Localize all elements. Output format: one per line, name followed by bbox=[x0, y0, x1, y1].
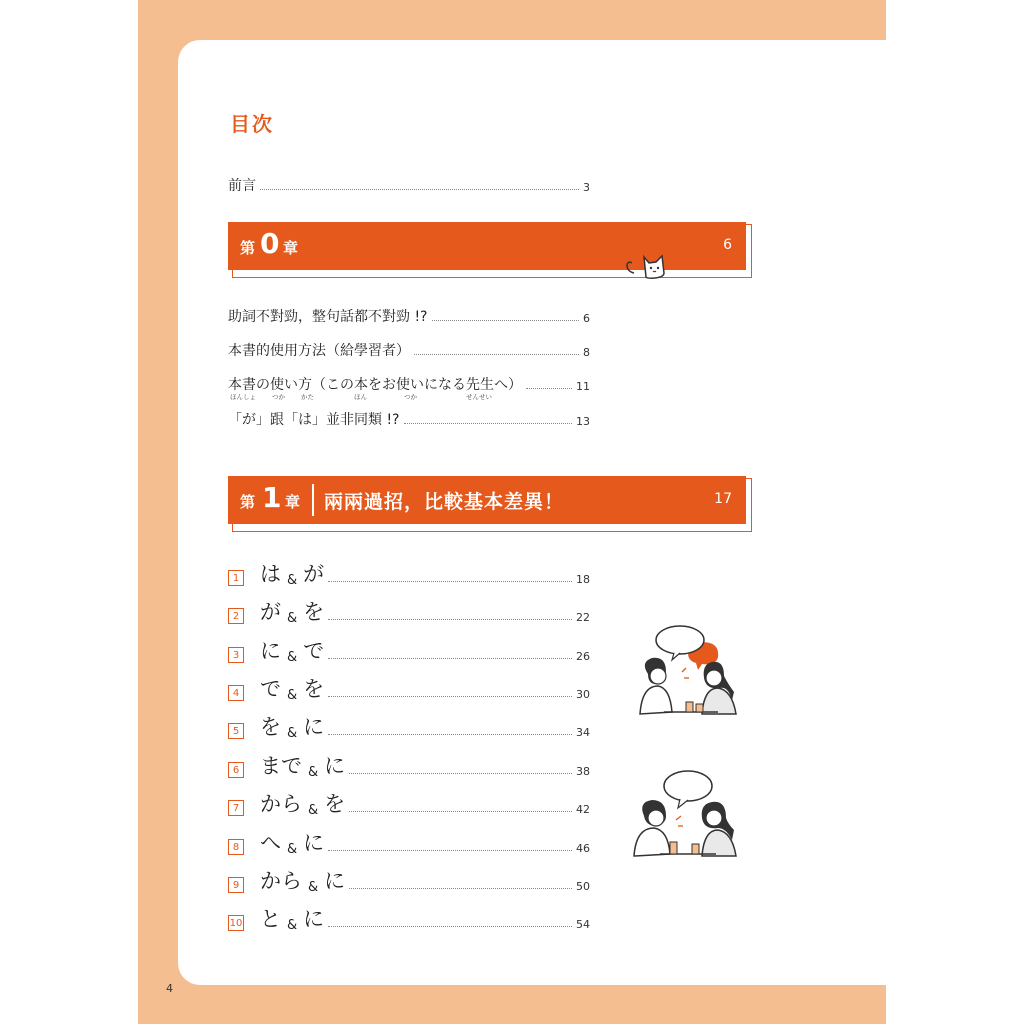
lesson-page: 38 bbox=[576, 765, 590, 778]
dot-leader bbox=[349, 773, 572, 774]
lesson-page: 34 bbox=[576, 726, 590, 739]
dot-leader bbox=[526, 388, 572, 389]
ampersand: & bbox=[287, 688, 298, 703]
lesson-page: 50 bbox=[576, 880, 590, 893]
lesson-number: 6 bbox=[228, 762, 244, 778]
ampersand: & bbox=[308, 880, 319, 895]
lesson-page: 42 bbox=[576, 803, 590, 816]
ampersand: & bbox=[287, 918, 298, 933]
particle-a: から bbox=[260, 792, 302, 816]
dot-leader bbox=[328, 734, 572, 735]
particle-b: を bbox=[303, 600, 325, 624]
particle-a: を bbox=[260, 715, 281, 739]
toc-item[interactable] bbox=[228, 340, 590, 360]
dot-leader bbox=[328, 926, 572, 927]
particle-b: に bbox=[324, 869, 346, 893]
ampersand: & bbox=[287, 611, 298, 626]
particle-a: に bbox=[260, 639, 281, 663]
dot-leader bbox=[328, 619, 572, 620]
dot-leader bbox=[328, 696, 572, 697]
chapter-title: 兩兩過招，比較基本差異！ bbox=[324, 491, 565, 513]
particle-b: を bbox=[303, 677, 325, 701]
particle-a: は bbox=[260, 562, 281, 586]
dot-leader bbox=[328, 581, 572, 582]
particle-b: に bbox=[303, 831, 325, 855]
ampersand: & bbox=[287, 842, 298, 857]
chapter-page: 17 bbox=[714, 491, 732, 507]
particle-a: が bbox=[260, 600, 281, 624]
lesson-number: 4 bbox=[228, 685, 244, 701]
lesson-number: 10 bbox=[228, 915, 244, 931]
ruby-text: ほん bbox=[354, 393, 367, 401]
lesson-item[interactable] bbox=[228, 641, 590, 665]
ruby-annotations bbox=[228, 392, 588, 402]
dot-leader bbox=[414, 354, 579, 355]
lesson-number: 3 bbox=[228, 647, 244, 663]
particle-b: に bbox=[324, 754, 346, 778]
particle-a: へ bbox=[260, 831, 281, 855]
lesson-page: 46 bbox=[576, 842, 590, 855]
chat-illustration bbox=[628, 622, 750, 718]
particle-a: で bbox=[260, 677, 281, 701]
toc-item[interactable] bbox=[228, 306, 590, 326]
chapter-number: 1 bbox=[262, 481, 282, 514]
ruby-text: せんせい bbox=[466, 393, 492, 401]
toc-label: 助詞不對勁，整句話都不對勁 !? bbox=[228, 309, 428, 325]
lesson-number: 2 bbox=[228, 608, 244, 624]
toc-page: 3 bbox=[583, 181, 590, 194]
chapter-divider bbox=[312, 484, 314, 516]
lesson-page: 54 bbox=[576, 918, 590, 931]
dot-leader bbox=[432, 320, 580, 321]
lesson-item[interactable] bbox=[228, 909, 590, 933]
toc-item[interactable] bbox=[228, 374, 590, 394]
lesson-number: 5 bbox=[228, 723, 244, 739]
ruby-text: ほんしょ bbox=[230, 393, 256, 401]
particle-b: で bbox=[303, 639, 325, 663]
dot-leader bbox=[328, 658, 572, 659]
lesson-number: 7 bbox=[228, 800, 244, 816]
ruby-text: かた bbox=[301, 393, 314, 401]
toc-page: 11 bbox=[576, 380, 590, 393]
page-number: 4 bbox=[166, 982, 173, 995]
ruby-text: つか bbox=[404, 393, 417, 401]
ruby-text: つか bbox=[272, 393, 285, 401]
lesson-item[interactable] bbox=[228, 871, 590, 895]
lesson-item[interactable] bbox=[228, 833, 590, 857]
ampersand: & bbox=[287, 573, 298, 588]
particle-a: と bbox=[260, 907, 281, 931]
lesson-item[interactable] bbox=[228, 756, 590, 780]
toc-label: 本書的使用方法（給學習者） bbox=[228, 343, 410, 359]
dot-leader bbox=[404, 423, 573, 424]
ampersand: & bbox=[308, 765, 319, 780]
toc-page: 13 bbox=[576, 415, 590, 428]
chat-illustration bbox=[626, 766, 750, 860]
toc-item[interactable] bbox=[228, 409, 590, 429]
dot-leader bbox=[260, 189, 579, 190]
lesson-number: 8 bbox=[228, 839, 244, 855]
lesson-item[interactable] bbox=[228, 602, 590, 626]
particle-b: に bbox=[303, 715, 325, 739]
lesson-item[interactable] bbox=[228, 717, 590, 741]
toc-preface[interactable] bbox=[228, 175, 590, 195]
chapter-1-header[interactable] bbox=[228, 476, 746, 524]
lesson-page: 22 bbox=[576, 611, 590, 624]
chapter-prefix: 第 bbox=[240, 239, 256, 257]
lesson-number: 1 bbox=[228, 570, 244, 586]
dot-leader bbox=[328, 850, 572, 851]
toc-label: 「が」跟「は」並非同類 !? bbox=[228, 412, 400, 428]
ampersand: & bbox=[308, 803, 319, 818]
toc-label: 本書の使い方（この本をお使いになる先生へ） bbox=[228, 377, 522, 393]
toc-page: 6 bbox=[583, 312, 590, 325]
lesson-number: 9 bbox=[228, 877, 244, 893]
chapter-number: 0 bbox=[260, 227, 280, 260]
particle-b: を bbox=[324, 792, 346, 816]
particle-a: まで bbox=[260, 754, 302, 778]
lesson-item[interactable] bbox=[228, 564, 590, 588]
particle-b: に bbox=[303, 907, 325, 931]
chapter-page: 6 bbox=[723, 237, 732, 253]
particle-a: から bbox=[260, 869, 302, 893]
chapter-prefix: 第 bbox=[240, 493, 256, 511]
ampersand: & bbox=[287, 650, 298, 665]
toc-page: 8 bbox=[583, 346, 590, 359]
chapter-suffix: 章 bbox=[283, 239, 299, 257]
ampersand: & bbox=[287, 726, 298, 741]
lesson-item[interactable] bbox=[228, 679, 590, 703]
lesson-page: 18 bbox=[576, 573, 590, 586]
dot-leader bbox=[349, 888, 572, 889]
dot-leader bbox=[349, 811, 572, 812]
lesson-page: 30 bbox=[576, 688, 590, 701]
particle-b: が bbox=[303, 562, 325, 586]
chapter-suffix: 章 bbox=[285, 493, 301, 511]
toc-label: 前言 bbox=[228, 178, 256, 194]
page-title: 目次 bbox=[230, 112, 274, 136]
cat-icon bbox=[622, 243, 682, 279]
lesson-page: 26 bbox=[576, 650, 590, 663]
lesson-item[interactable] bbox=[228, 794, 590, 818]
